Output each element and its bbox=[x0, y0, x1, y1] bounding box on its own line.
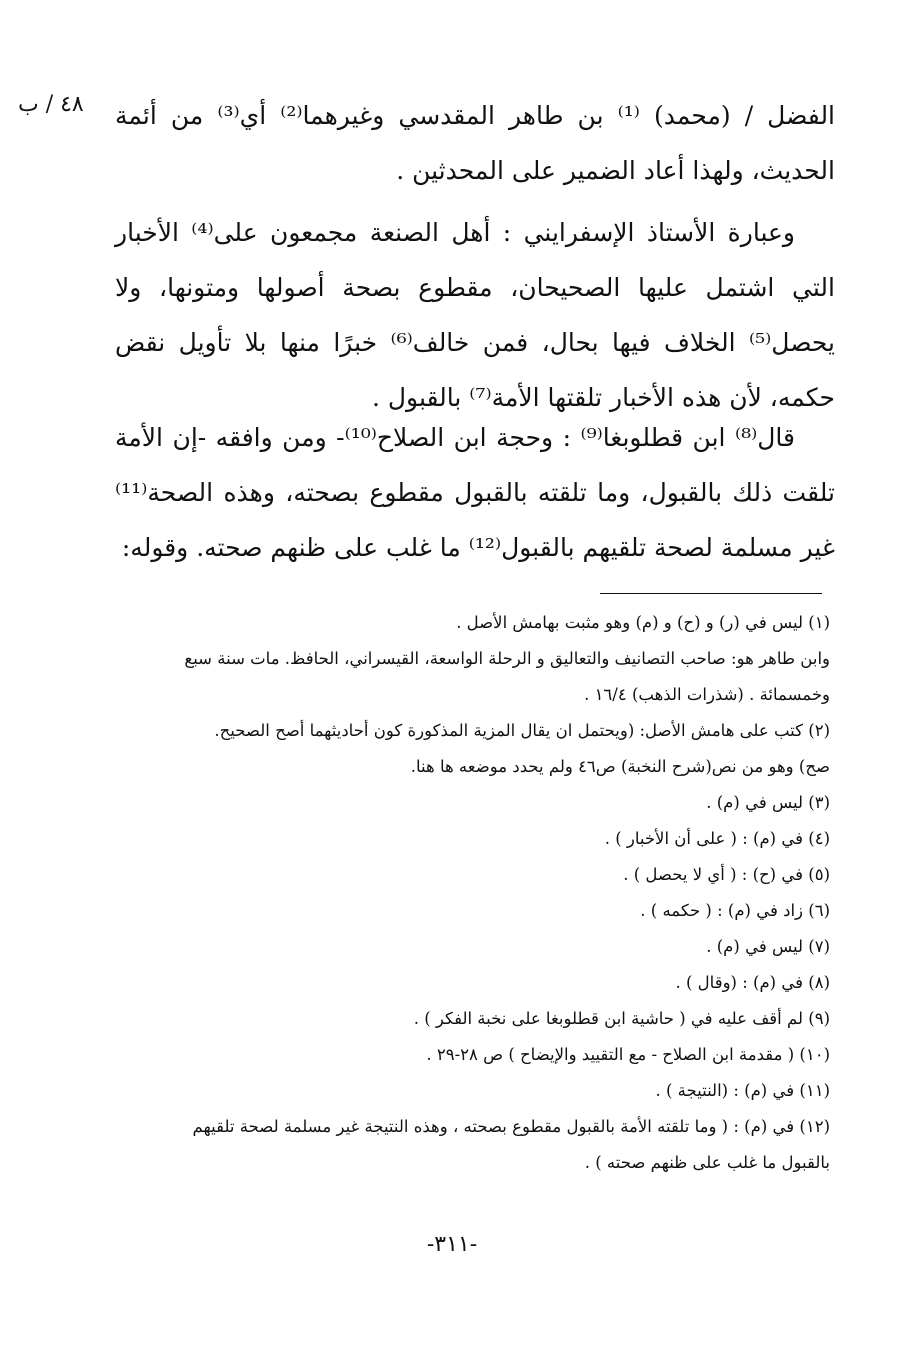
paragraph-text: قال⁽⁸⁾ ابن قطلوبغا⁽⁹⁾ : وحجة ابن الصلاح⁽¹⁰⁾- ومن وافقه -إن الأمة تلقت ذلك بالقبول، وما تلقته بالقبول مقطوع بصحته، وهذه الصحة⁽¹¹⁾ غير مسلمة لصحة تلقيهم بالقبول⁽¹²⁾ ما غلب على ظنهم صحته. وقوله: bbox=[115, 423, 835, 562]
main-paragraph-2 bbox=[115, 205, 835, 425]
footnote-2: (٢) كتب على هامش الأصل: (ويحتمل ان يقال المزية المذكورة كون أحاديثهما أصح الصحيح. bbox=[214, 721, 830, 740]
footnote-8: (٨) في (م) : (وقال ) . bbox=[675, 973, 830, 992]
main-paragraph-1 bbox=[115, 88, 835, 198]
paragraph-text: الفضل / (محمد) ⁽¹⁾ بن طاهر المقدسي وغيرهما⁽²⁾ أي⁽³⁾ من أئمة الحديث، ولهذا أعاد الضمير على المحدثين . bbox=[115, 101, 836, 185]
footnote-1: (١) ليس في (ر) و (ح) و (م) وهو مثبت بهامش الأصل . bbox=[456, 613, 830, 632]
footnote-10: (١٠) ( مقدمة ابن الصلاح - مع التقييد والإيضاح ) ص ٢٨-٢٩ . bbox=[426, 1045, 830, 1064]
footnote-7: (٧) ليس في (م) . bbox=[706, 937, 830, 956]
paragraph-text: وعبارة الأستاذ الإسفرايني : أهل الصنعة مجمعون على⁽⁴⁾ الأخبار التي اشتمل عليها الصحيحان، مقطوع بصحة أصولها ومتونها، ولا يحصل⁽⁵⁾ الخلاف فيها بحال، فمن خالف⁽⁶⁾ خبرًا منها بلا تأويل نقض حكمه، لأن هذه الأخبار تلقتها الأمة⁽⁷⁾ بالقبول . bbox=[115, 218, 835, 412]
footnote-5: (٥) في (ح) : ( أي لا يحصل ) . bbox=[623, 865, 830, 884]
footnote-6: (٦) زاد في (م) : ( حكمه ) . bbox=[640, 901, 830, 920]
footnote-1-continuation: وابن طاهر هو: صاحب التصانيف والتعاليق و الرحلة الواسعة، القيسراني، الحافظ. مات سنة سبع وخمسمائة . (شذرات الذهب) ١٦/٤ . bbox=[184, 649, 830, 704]
footnote-4: (٤) في (م) : ( على أن الأخبار ) . bbox=[604, 829, 830, 848]
footnote-3: (٣) ليس في (م) . bbox=[706, 793, 830, 812]
main-paragraph-3 bbox=[115, 410, 835, 575]
footnote-12: (١٢) في (م) : ( وما تلقته الأمة بالقبول مقطوع بصحته ، وهذه النتيجة غير مسلمة لصحة تلقيهم bbox=[192, 1117, 830, 1136]
footnote-12-continuation: بالقبول ما غلب على ظنهم صحته ) . bbox=[584, 1153, 830, 1172]
page-number: -٣١١- bbox=[426, 1232, 478, 1257]
footnote-9: (٩) لم أقف عليه في ( حاشية ابن قطلوبغا على نخبة الفكر ) . bbox=[413, 1009, 830, 1028]
footnote-2-continuation: صح) وهو من نص(شرح النخبة) ص٤٦ ولم يحدد موضعه ها هنا. bbox=[410, 757, 830, 776]
footnote-separator bbox=[600, 593, 822, 594]
margin-folio-note: ٤٨ / ب bbox=[18, 92, 84, 117]
footnote-11: (١١) في (م) : (النتيجة ) . bbox=[655, 1081, 830, 1100]
footnotes-section bbox=[130, 605, 830, 1181]
